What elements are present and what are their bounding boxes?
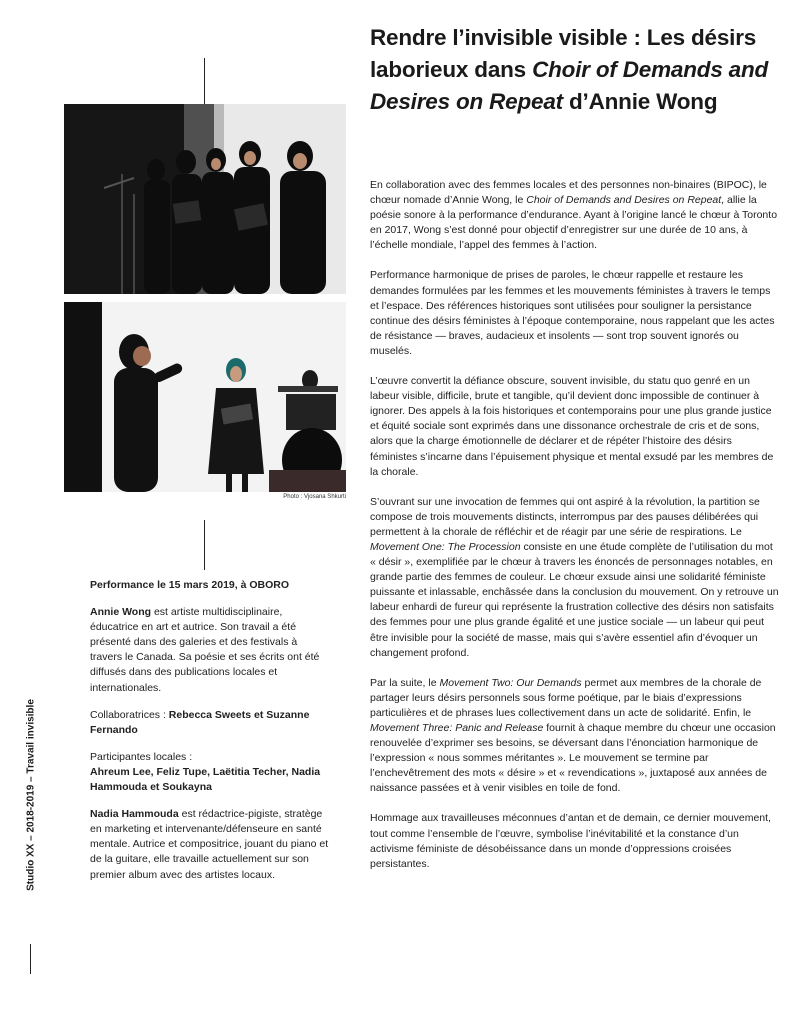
sidebar-info <box>90 578 330 895</box>
p4-text-b: consiste en une étude complète de l’utilisation du mot « désir », exemplifiée par le chœur à travers les énoncés de personnages notables, en grande partie des femmes de couleur. Le chœur exsude ainsi une solidarité féministe puissante et inlassable, enchâssée dans la conclusion du mouvement. On y retrouve un labeur enhardi de fureur qui représente la frustration collective des désirs non satisfaits des femmes pour une plus grande égalité et une justice sociale — un labeur qui peut être invisible pour la société de masse, mais qui s’avère essentiel afin d’évoquer un changement profond. <box>370 540 779 659</box>
body-paragraph-5 <box>370 676 780 797</box>
p5-italic-1: Movement Two: Our Demands <box>439 676 582 689</box>
title-italic: Choir of Demands and Desires on Repeat <box>370 57 769 114</box>
side-caption <box>22 650 40 940</box>
photo-credit: Photo : Vjosana Shkurti <box>283 494 346 500</box>
body-paragraph-3: L’œuvre convertit la défiance obscure, souvent invisible, du statu quo genré en un labeur visible, difficile, brute et tangible, qu’il devient donc impossible de continuer à ignorer. Des appels à la fois historiques et contemporains pour une plus grande justice et équité sociale sont exprimés dans une dissonance orchestrale de cris et de sons, alors que la charge émotionnelle de déclarer et de répéter l’histoire des désirs féministes s’incarne dans l’épuisement physique et mental exsudé par les membres de la chorale. <box>370 375 774 478</box>
participants <box>90 750 330 795</box>
body-paragraph-6: Hommage aux travailleuses méconnues d’antan et de demain, ce dernier mouvement, tout comme l’ensemble de l’œuvre, symbolise l’inévitabilité et la constance d’un activisme féministe de désobéissance dans un monde d’oppressions croisées persistantes. <box>370 812 771 870</box>
p1-italic: Choir of Demands and Desires on Repeat <box>526 194 722 207</box>
title-part-2: d’Annie Wong <box>562 89 718 114</box>
side-caption-text: Studio XX – 2018-2019 – Travail invisible <box>25 699 37 891</box>
choir-photo-2 <box>64 302 346 492</box>
bottom-vertical-rule <box>204 520 205 570</box>
participants-names: Ahreum Lee, Feliz Tupe, Laëtitia Techer, Nadia Hammouda et Soukayna <box>90 765 321 794</box>
artist-bio <box>90 605 330 696</box>
collab-label: Collaboratrices : <box>90 708 169 721</box>
choir-photo-1 <box>64 104 346 294</box>
body-paragraph-1 <box>370 178 780 253</box>
title-part-1: Rendre l’invisible visible : Les désirs laborieux dans <box>370 25 757 82</box>
p5-italic-2: Movement Three: Panic and Release <box>370 722 544 734</box>
p4-italic: Movement One: The Procession <box>370 540 521 553</box>
nadia-bio <box>90 807 330 882</box>
p5-text-c: fournit à chaque membre du chœur une occasion renouvelée d’exprimer ses besoins, se déversant dans l’énonciation harmonique de l’expression « nous sommes méritantes ». Le mouvement se termine par l’enchevêtrement des mots « désire » et « revendications », juxtaposé aux années de naissance passées et à venir visibles en toile de fond. <box>370 722 776 795</box>
article-title <box>370 22 770 118</box>
performance-line <box>90 578 330 593</box>
body-paragraph-2: Performance harmonique de prises de paroles, le chœur rappelle et restaure les demandes formulées par les femmes et les mouvements féministes à travers le temps et l’espace. Des références historiques sont utilisées pour souligner la persistance continue des désirs féministes à l’époque contemporaine, nous rappelant que les actes de résistance — braves, audacieux et insolents — sont trop souvent ignorés ou muselés. <box>370 269 775 357</box>
nadia-bio-text: est rédactrice-pigiste, stratège en marketing et intervenante/défenseure en santé mentale. Autrice et compositrice, jouant du piano et de la guitare, elle travaille actuellement sur son premier album avec des artistes locaux. <box>90 808 329 881</box>
p4-text-a: S’ouvrant sur une invocation de femmes qui ont aspiré à la révolution, la partition se compose de trois mouvements distincts, interrompus par des pauses délibérées qui permettent à la chorale de réfléchir et de réagir par une série de respirations. Le <box>370 495 760 538</box>
artist-name: Annie Wong <box>90 606 152 619</box>
p1-text-a: En collaboration avec des femmes locales et des personnes non-binaires (BIPOC), le chœur nomade d’Annie Wong, le <box>370 179 767 207</box>
collab-names: Rebecca Sweets et Suzanne Fernando <box>90 708 310 736</box>
collaborators <box>90 708 330 738</box>
performance-date: Performance le 15 mars 2019, à OBORO <box>90 579 290 591</box>
p5-text-a: Par la suite, le <box>370 676 440 689</box>
side-caption-rule <box>30 944 31 974</box>
p1-text-b: , allie la poésie sonore à la performance d’endurance. Ayant à l’origine lancé le chœur à Toronto en 2017, Wong s’est donné pour objectif d’enregistrer sur une durée de 10 ans, à l’échelle mondiale, l’appel des femmes à l’action. <box>370 194 778 252</box>
p5-text-b: permet aux membres de la chorale de partager leurs désirs personnels sous forme poétique, par le biais d’expressions particulières et de phrases lues collectivement dans un acte de solidarité. Enfin, le <box>370 676 762 719</box>
artist-bio-text: est artiste multidisciplinaire, éducatrice en art et autrice. Son travail a été présenté dans des galeries et des festivals à travers le Canada. Sa poésie et ses écrits ont été diffusés dans des publications locales et internationales. <box>90 606 320 694</box>
article-body <box>370 178 780 887</box>
nadia-name: Nadia Hammouda <box>90 808 179 821</box>
participants-label: Participantes locales : <box>90 750 193 763</box>
body-paragraph-4 <box>370 495 780 661</box>
